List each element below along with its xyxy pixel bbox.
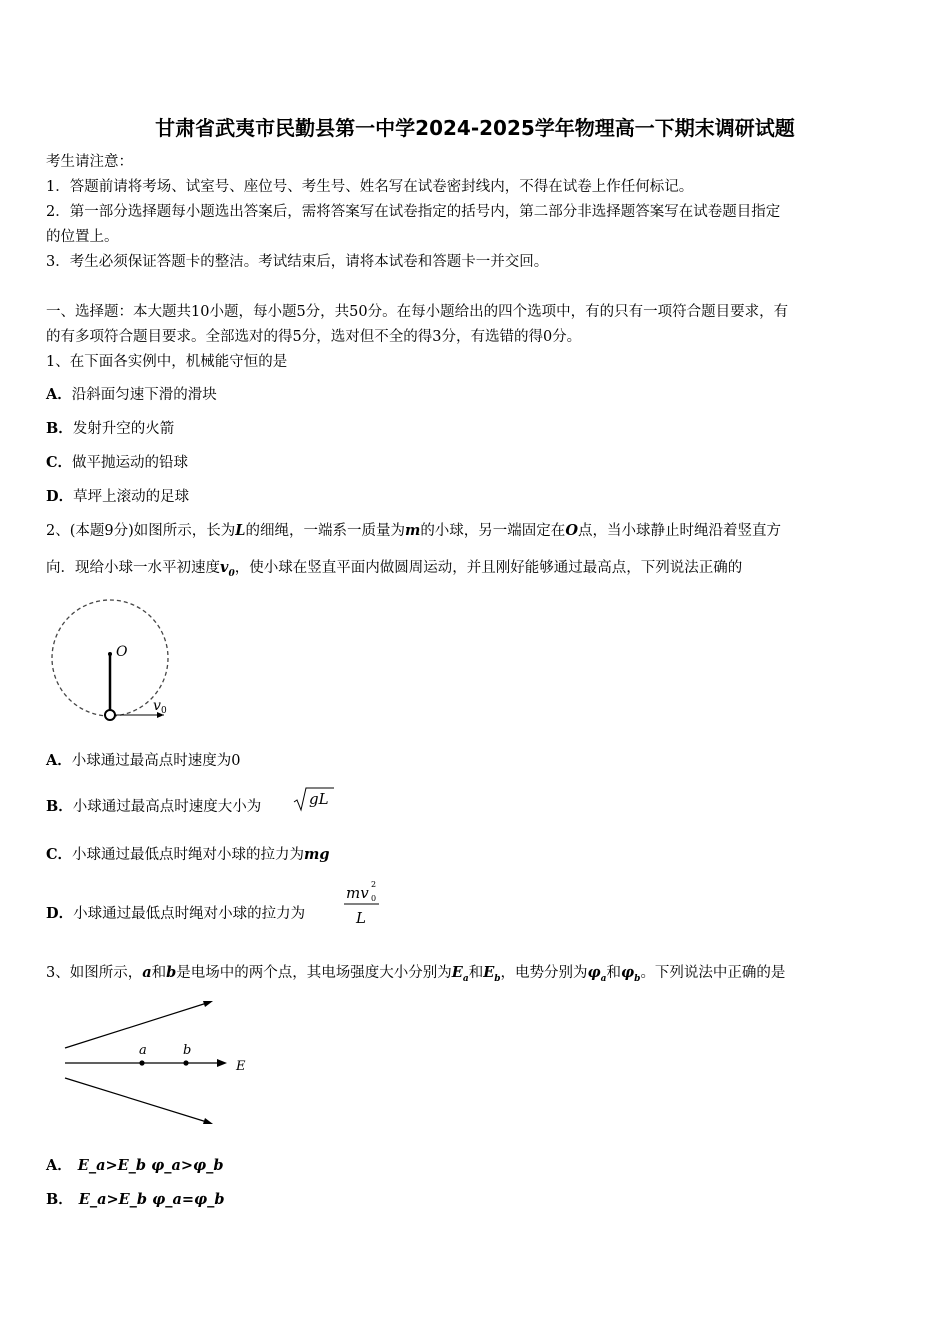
field-arrowhead-bottom: [203, 1118, 213, 1124]
q2-var-v0-sub: 0: [228, 568, 235, 579]
notice-heading: 考生请注意：: [46, 154, 133, 170]
option-text: 小球通过最低点时绳对小球的拉力为: [72, 847, 305, 863]
field-line-top: [65, 1002, 210, 1048]
q2-option-b: [46, 797, 906, 817]
expr-mg: mg: [304, 846, 330, 863]
option-text: 草坪上滚动的足球: [73, 489, 190, 505]
q3-var-Eb-sub: b: [494, 973, 501, 984]
fraction-denominator: L: [356, 909, 366, 927]
q3-var-phia: φ: [587, 964, 601, 981]
notice-item-3: 3．考生必须保证答题卡的整洁。考试结束后，请将本试卷和答题卡一并交回。: [46, 254, 549, 270]
option-text: 发射升空的火箭: [72, 421, 175, 437]
q2-stem-part: 的细绳，一端系一质量为: [245, 523, 405, 539]
fraction-numerator: mv: [346, 884, 369, 902]
q2-stem-part: 2、(本题9分)如图所示，长为: [46, 523, 236, 539]
q2-option-c: [46, 845, 906, 865]
notice-item-1: 1．答题前请将考场、试室号、座位号、考生号、姓名写在试卷密封线内，不得在试卷上作任何标记。: [46, 179, 694, 195]
q3-stem-part: 是电场中的两个点，其电场强度大小分别为: [176, 965, 452, 981]
label-a: a: [139, 1043, 147, 1058]
label-O: O: [116, 644, 128, 660]
field-line-bottom: [65, 1078, 210, 1123]
field-arrowhead-top: [203, 1001, 213, 1007]
fraction-mv0sq-over-L: [342, 877, 382, 929]
option-text: 小球通过最低点时绳对小球的拉力为: [73, 906, 306, 922]
q1-option-c: [46, 453, 906, 473]
q2-option-a: [46, 751, 906, 771]
q3-var-phib: φ: [621, 964, 635, 981]
q2-circle-figure: [40, 592, 190, 727]
q1-option-d: [46, 487, 906, 507]
option-text: 小球通过最高点时速度大小为: [72, 799, 262, 815]
q3-var-Eb: E: [483, 964, 495, 981]
point-a: [139, 1060, 144, 1065]
sqrt-gL-expression: [292, 785, 336, 815]
expr-q3-b: E_a>E_b φ_a=φ_b: [78, 1191, 225, 1208]
q1-option-b: [46, 419, 906, 439]
sqrt-radicand: gL: [309, 790, 329, 808]
field-arrowhead-middle: [217, 1059, 227, 1067]
q3-stem-part: 。下列说法中正确的是: [640, 965, 786, 981]
q2-stem-line1: [46, 521, 906, 541]
q3-option-b: [46, 1190, 906, 1210]
notice-item-2: 2．第一部分选择题每小题选出答案后，需将答案写在试卷指定的括号内，第二部分非选择题答案写在试卷题目指定: [46, 204, 781, 220]
option-label: A．: [46, 1157, 72, 1174]
q2-var-v0: v: [220, 559, 229, 576]
option-text: 小球通过最高点时速度为0: [71, 753, 241, 769]
q2-stem-part: 的小球，另一端固定在: [420, 523, 566, 539]
option-label: B．: [46, 798, 73, 815]
section-intro-line2: 的有多项符合题目要求。全部选对的得5分，选对但不全的得3分，有选错的得0分。: [46, 329, 582, 345]
q3-stem-part: ，电势分别为: [500, 965, 588, 981]
q2-stem-part: 向．现给小球一水平初速度: [46, 560, 220, 576]
q3-var-Ea-sub: a: [462, 973, 469, 984]
q3-field-figure: [55, 995, 260, 1135]
option-label: D．: [46, 905, 74, 922]
q2-var-O: O: [565, 522, 578, 539]
q2-stem-part: ，使小球在竖直平面内做圆周运动，并且刚好能够通过最高点，下列说法正确的: [234, 560, 743, 576]
q2-stem-line2: [46, 558, 906, 584]
label-v: v: [153, 698, 161, 714]
q3-stem-part: 和: [151, 965, 167, 981]
pivot-point: [108, 652, 112, 656]
q3-var-phia-sub: a: [600, 973, 607, 984]
q3-stem-part: 3、如图所示，: [46, 965, 143, 981]
option-label: A．: [46, 752, 72, 769]
option-label: B．: [46, 1191, 73, 1208]
q2-option-d: [46, 904, 906, 924]
section-intro-line1: 一、选择题：本大题共10小题，每小题5分，共50分。在每小题给出的四个选项中，有的只有一项符合题目要求，有: [46, 304, 789, 320]
q3-var-Ea: E: [451, 964, 463, 981]
q3-var-b: b: [166, 964, 177, 981]
q3-option-a: [46, 1156, 906, 1176]
q2-var-L: L: [235, 522, 246, 539]
q3-stem-part: 和: [468, 965, 484, 981]
label-b: b: [183, 1043, 192, 1058]
fraction-num-sub: 0: [371, 894, 377, 903]
notice-item-2-cont: 的位置上。: [46, 229, 119, 245]
label-v-sub: 0: [161, 706, 167, 716]
option-label: A．: [46, 386, 72, 403]
option-text: 沿斜面匀速下滑的滑块: [71, 387, 217, 403]
q2-var-m: m: [404, 522, 421, 539]
page-title: 甘肃省武夷市民勤县第一中学2024-2025学年物理高一下期末调研试题: [155, 116, 795, 140]
expr-q3-a: E_a>E_b φ_a>φ_b: [77, 1157, 224, 1174]
q2-stem-part: 点，当小球静止时绳沿着竖直方: [577, 523, 781, 539]
q1-stem: 1、在下面各实例中，机械能守恒的是: [46, 354, 288, 370]
option-label: C．: [46, 454, 73, 471]
q3-stem-part: 和: [606, 965, 622, 981]
label-E: E: [236, 1059, 246, 1074]
q1-option-a: [46, 385, 906, 405]
point-b: [183, 1060, 188, 1065]
q3-var-a: a: [142, 964, 152, 981]
q3-var-phib-sub: b: [634, 973, 641, 984]
option-label: D．: [46, 488, 74, 505]
option-text: 做平抛运动的铅球: [72, 455, 189, 471]
option-label: B．: [46, 420, 73, 437]
fraction-num-sup: 2: [371, 880, 377, 889]
ball-circle: [105, 710, 115, 720]
q3-stem: [46, 963, 906, 989]
option-label: C．: [46, 846, 73, 863]
